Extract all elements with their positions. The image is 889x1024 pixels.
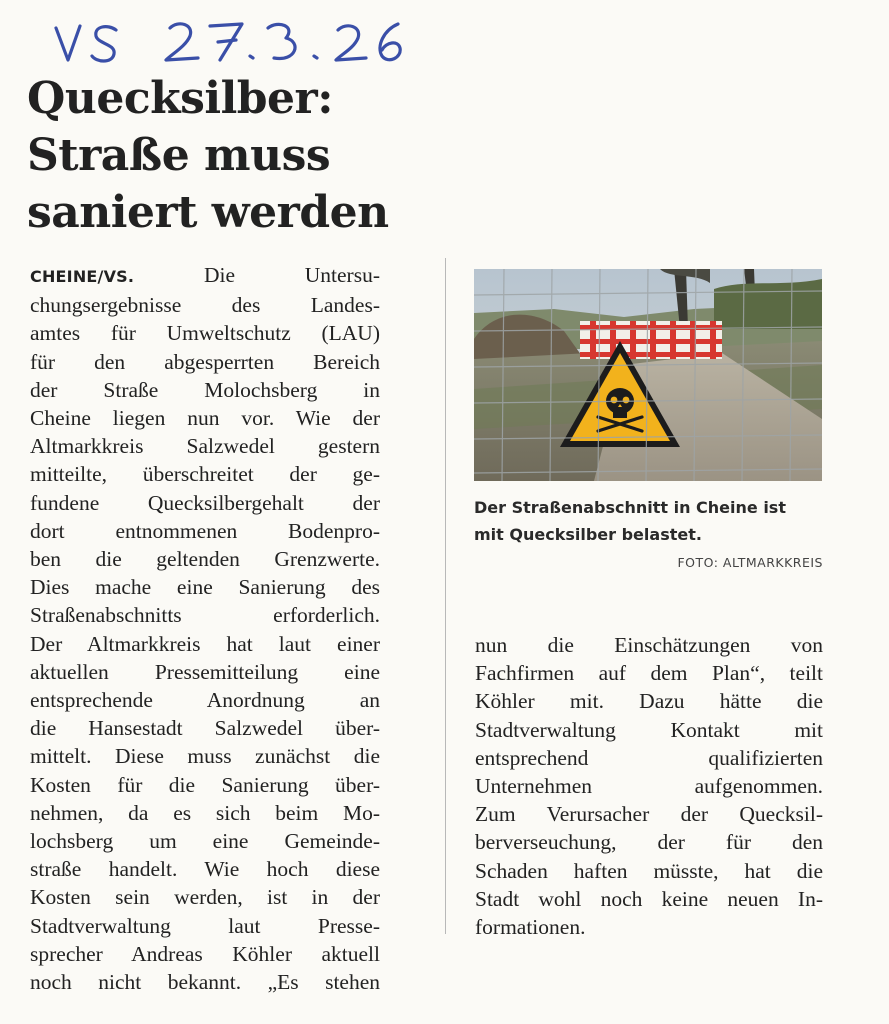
article-line: lochsberg um eine Gemeinde-: [30, 829, 380, 854]
article-line: mittelt. Diese muss zunächst die: [30, 744, 380, 769]
photo-caption: [474, 494, 824, 548]
photo-caption-line: mit Quecksilber belastet.: [474, 525, 702, 544]
article-line: der Straße Molochsberg in: [30, 377, 380, 402]
article-line: Altmarkkreis Salzwedel gestern: [30, 434, 380, 459]
article-line: noch nicht bekannt. „Es stehen: [30, 970, 380, 995]
article-first-line: [30, 261, 380, 291]
headline-line-3: saniert werden: [27, 187, 389, 238]
article-line: mitteilte, überschreitet der ge-: [30, 462, 380, 487]
article-line: die Hansestadt Salzwedel über-: [30, 716, 380, 741]
dateline: CHEINE/VS.: [30, 267, 135, 286]
article-line: amtes für Umweltschutz (LAU): [30, 321, 380, 346]
article-line: entsprechende Anordnung an: [30, 688, 380, 713]
article-line: Stadtverwaltung laut Presse-: [30, 913, 380, 938]
photo-caption-line: Der Straßenabschnitt in Cheine ist: [474, 498, 786, 517]
article-column-left: [30, 261, 380, 996]
headline-line-2: Straße muss: [27, 130, 331, 181]
article-line: für den abgesperrten Bereich: [30, 349, 380, 374]
article-line: Schaden haften müsste, hat die: [475, 858, 823, 883]
article-line: nun die Einschätzungen von: [475, 633, 823, 657]
article-line: dort entnommenen Bodenpro-: [30, 518, 380, 543]
article-line: Zum Verursacher der Quecksil-: [475, 802, 823, 827]
article-photo: [474, 269, 822, 481]
headline-line-1: Quecksilber:: [27, 73, 333, 124]
article-line: Der Altmarkkreis hat laut einer: [30, 631, 380, 656]
article-line: nehmen, da es sich beim Mo-: [30, 800, 380, 825]
article-line: aktuellen Pressemitteilung eine: [30, 659, 380, 684]
article-line: Fachfirmen auf dem Plan“, teilt: [475, 661, 823, 686]
article-line: Stadt wohl noch keine neuen In-: [475, 886, 823, 911]
article-line: Köhler mit. Dazu hätte die: [475, 689, 823, 714]
article-line: formationen.: [475, 915, 586, 940]
handwritten-date-note: [52, 14, 412, 70]
article-line: Straßenabschnitts erforderlich.: [30, 603, 380, 628]
article-line: chungsergebnisse des Landes-: [30, 293, 380, 318]
photo-credit: FOTO: ALTMARKKREIS: [677, 555, 823, 570]
article-column-right: [475, 631, 823, 941]
article-line: berverseuchung, der für den: [475, 830, 823, 855]
article-line: straße handelt. Wie hoch diese: [30, 857, 380, 882]
article-line: Cheine liegen nun vor. Wie der: [30, 406, 380, 431]
article-line: fundene Quecksilbergehalt der: [30, 490, 380, 515]
article-line: Kosten sein werden, ist in der: [30, 885, 380, 910]
article-line: entsprechend qualifizierten: [475, 745, 823, 770]
article-line: Die Untersu-: [203, 263, 380, 287]
article-line: Stadtverwaltung Kontakt mit: [475, 717, 823, 742]
column-divider: [445, 258, 446, 934]
article-line: Kosten für die Sanierung über-: [30, 772, 380, 797]
article-line: sprecher Andreas Köhler aktuell: [30, 941, 380, 966]
article-line: Unternehmen aufgenommen.: [475, 774, 823, 799]
headline: [27, 70, 389, 241]
article-line: ben die geltenden Grenzwerte.: [30, 547, 380, 572]
article-line: Dies mache eine Sanierung des: [30, 575, 380, 600]
